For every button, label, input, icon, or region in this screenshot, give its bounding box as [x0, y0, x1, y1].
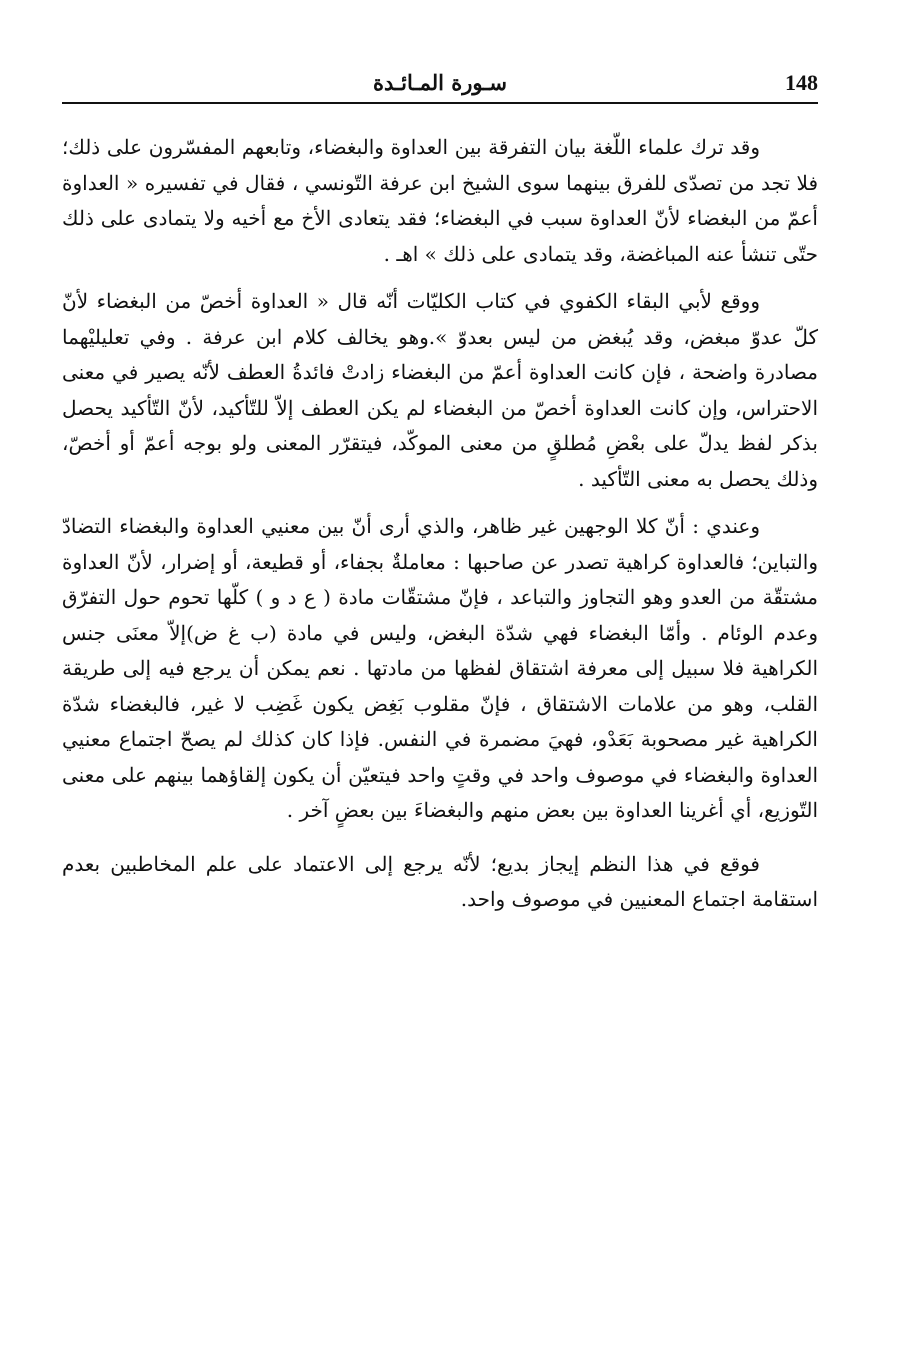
page-header [62, 66, 818, 102]
body-text [62, 130, 818, 918]
surah-title: سـورة المـائـدة [373, 70, 507, 95]
paragraph-4: فوقع في هذا النظم إيجاز بديع؛ لأنّه يرجع إلى الاعتماد على علم المخاطبين بعدم استقامة اجتماع المعنيين في موصوف واحد. [62, 851, 818, 911]
page-number: 148 [785, 70, 818, 95]
header-divider [62, 102, 818, 104]
paragraph-1: وقد ترك علماء اللّغة بيان التفرقة بين العداوة والبغضاء، وتابعهم المفسّرون على ذلك؛ فلا تجد من تصدّى للفرق بينهما سوى الشيخ ابن عرفة التّونسي ، فقال في تفسيره « العداوة أعمّ من البغضاء لأنّ العداوة سبب في البغضاء؛ فقد يتعادى الأخ مع أخيه ولا يتمادى على ذلك حتّى تنشأ عنه المباغضة، وقد يتمادى على ذلك » اهـ . [62, 135, 818, 266]
paragraph-2: ووقع لأبي البقاء الكفوي في كتاب الكليّات أنّه قال « العداوة أخصّ من البغضاء لأنّ كلّ عدوّ مبغض، وقد يُبغض من ليس بعدوّ ».وهو يخالف كلام ابن عرفة . وفي تعليليْهما مصادرة واضحة ، فإن كانت العداوة أعمّ من البغضاء زادتْ فائدةُ العطف لأنّه يصير في معنى الاحتراس، وإن كانت العداوة أخصّ من البغضاء لم يكن العطف إلاّ للتّأكيد، لأنّ التّأكيد يحصل بذكر لفظ يدلّ على بعْضِ مُطلقٍ من معنى الموكّد، فيتقرّر المعنى ولو بوجه أعمّ أو أخصّ، وذلك يحصل به معنى التّأكيد . [62, 289, 818, 491]
paragraph-3: وعندي : أنّ كلا الوجهين غير ظاهر، والذي أرى أنّ بين معنيي العداوة والبغضاء التضادّ والتباين؛ فالعداوة كراهية تصدر عن صاحبها : معاملةٌ بجفاء، أو قطيعة، أو إضرار، لأنّ العداوة مشتقّة من العدو وهو التجاوز والتباعد ، فإنّ مشتقّات مادة ( ع د و ) كلّها تحوم حول التفرّق وعدم الوئام . وأمّا البغضاء فهي شدّة البغض، وليس في مادة (ب غ ض)إلاّ معنَى جنس الكراهية فلا سبيل إلى معرفة اشتقاق لفظها من مادتها . نعم يمكن أن يرجع فيه إلى طريقة القلب، وهو من علامات الاشتقاق ، فإنّ مقلوب بَغِض يكون غَضِب لا غير، فالبغضاء شدّة الكراهية غير مصحوبة بَعَدْو، فهيَ مضمرة في النفس. فإذا كان كذلك لم يصحّ اجتماع معنيي العداوة والبغضاء في موصوف واحد في وقتٍ واحد فيتعيّن أن يكون إلقاؤهما بينهم على معنى التّوزيع، أي أغرينا العداوة بين بعض منهم والبغضاءَ بين بعضٍ آخر . [62, 514, 818, 822]
